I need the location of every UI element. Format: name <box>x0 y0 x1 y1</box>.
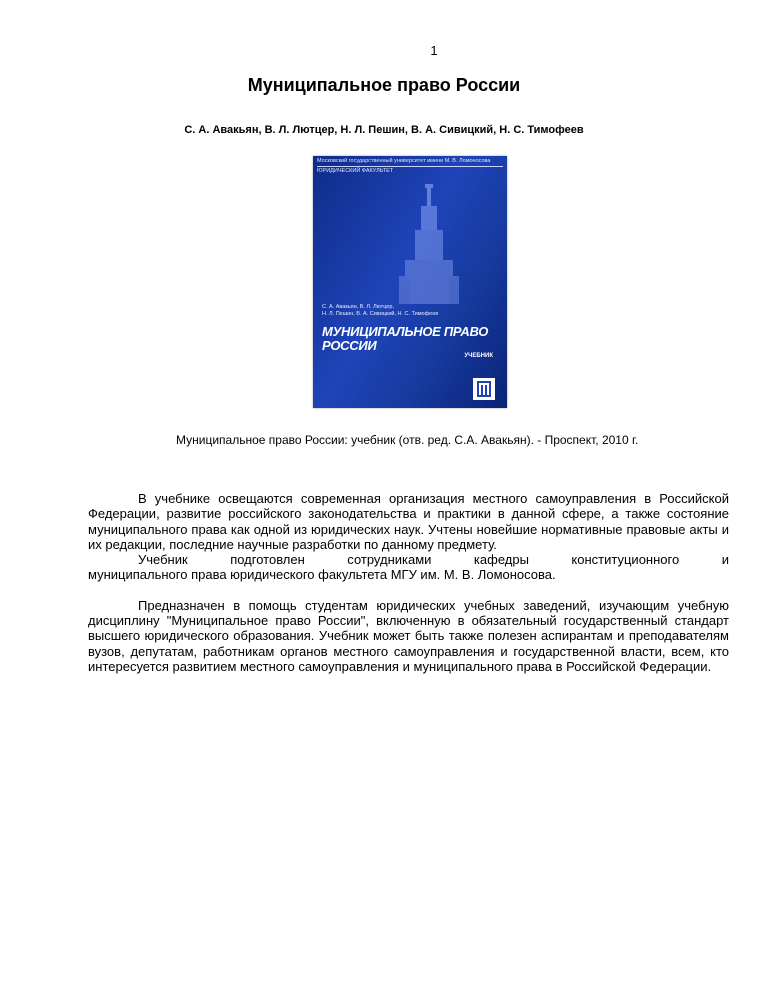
cover-divider <box>317 166 503 167</box>
paragraph-3: Предназначен в помощь студентам юридических учебных заведений, изучающим учебную дисциплину "Муниципальное право России", включенную в обязательный государственный стандарт высшего юридического образования. Учебник может быть также полезен аспирантам и преподавателям вузов, депутатам, работникам органов местного самоуправления и государственной власти, всем, кто интересуется развитием местного самоуправления и муниципального права в Российской Федерации. <box>88 597 729 674</box>
p2-word: Учебник <box>138 552 188 568</box>
p2-word: и <box>721 552 729 568</box>
paragraph-1: В учебнике освещаются современная организация местного самоуправления в Российской Федерации, развитие российского законодательства и практики в данной сфере, а также состояние муниципального права как одной из юридических наук. Учтены новейшие нормативные правовые акты и их редакции, последние научные разработки по данному предмету. <box>88 491 729 552</box>
university-building-illustration <box>399 184 459 304</box>
cover-university: Московский государственный университет имени М. В. Ломоносова <box>317 158 491 164</box>
book-cover-image <box>313 156 507 408</box>
cover-subtitle: УЧЕБНИК <box>464 353 493 359</box>
cover-title-line2: РОССИИ <box>322 338 377 353</box>
p2-word: подготовлен <box>230 552 305 568</box>
document-title: Муниципальное право России <box>247 75 521 95</box>
cover-title <box>322 325 488 353</box>
cover-title-line1: МУНИЦИПАЛЬНОЕ ПРАВО <box>322 324 489 339</box>
page-number: 1 <box>430 43 438 58</box>
cover-authors <box>322 304 438 318</box>
cover-faculty: ЮРИДИЧЕСКИЙ ФАКУЛЬТЕТ <box>317 168 394 174</box>
paragraph-2-first-line <box>88 552 729 567</box>
paragraph-2-rest: муниципального права юридического факультета МГУ им. М. В. Ломоносова. <box>88 567 556 583</box>
cover-header <box>317 158 503 175</box>
authors-line: С. А. Авакьян, В. Л. Лютцер, Н. Л. Пешин, В. А. Сивицкий, Н. С. Тимофеев <box>184 124 584 136</box>
p2-word: сотрудниками <box>347 552 432 568</box>
cover-caption: Муниципальное право России: учебник (отв. ред. С.А. Авакьян). - Проспект, 2010 г. <box>176 433 639 447</box>
publisher-logo-icon <box>473 378 495 400</box>
p2-word: конституционного <box>571 552 680 568</box>
p2-word: кафедры <box>473 552 529 568</box>
description-body <box>88 491 729 674</box>
cover-authors-line1: С. А. Авакьян, В. Л. Лютцер, <box>322 304 394 310</box>
cover-authors-line2: Н. Л. Пешин, В. А. Сивицкий, Н. С. Тимофеев <box>322 311 439 317</box>
